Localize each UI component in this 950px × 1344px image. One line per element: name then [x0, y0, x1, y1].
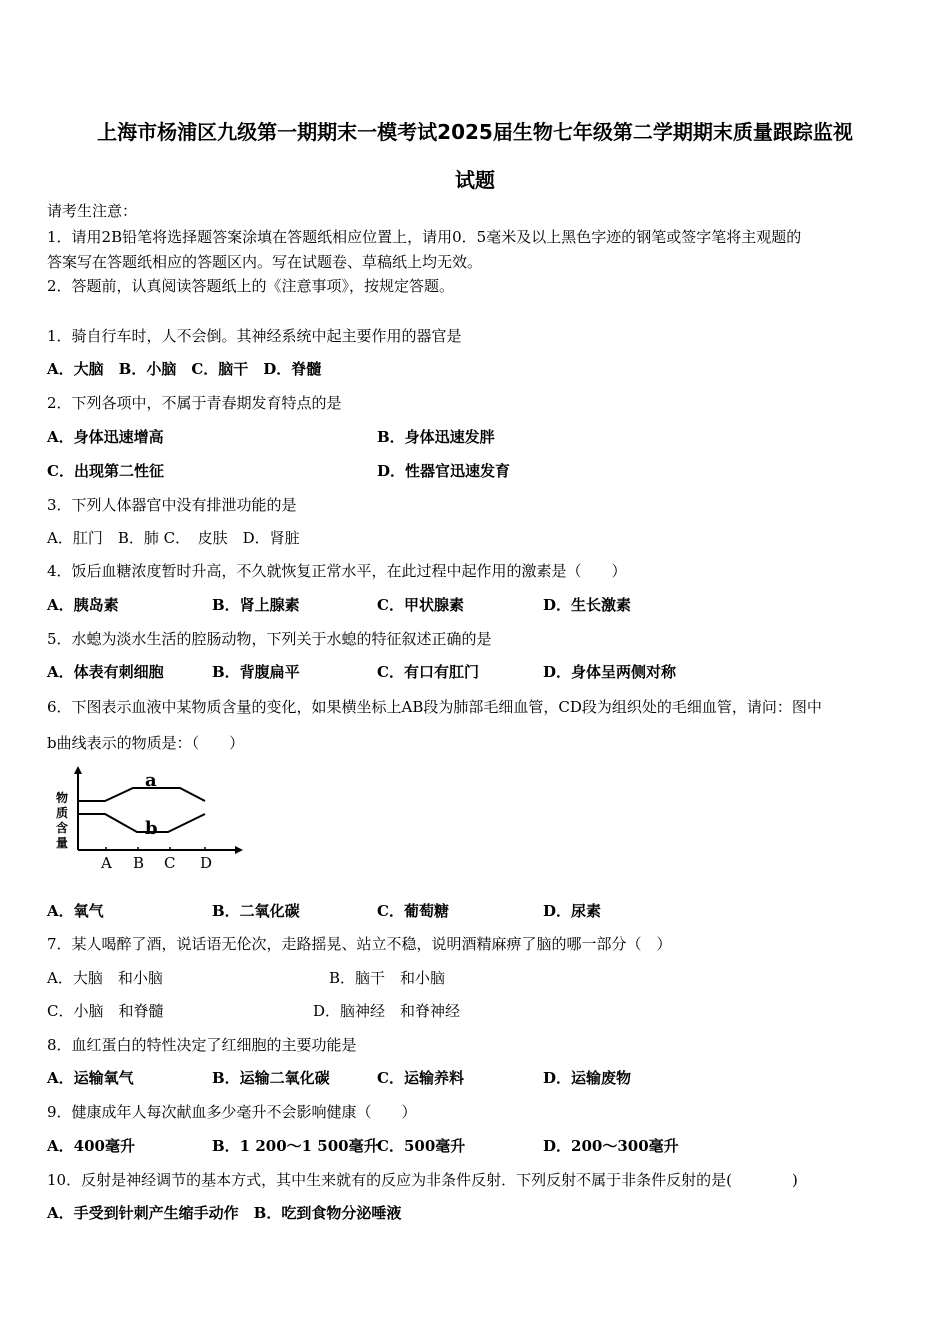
- y-axis-arrow: [74, 766, 82, 774]
- curve-a: [78, 788, 205, 801]
- q8-option-c: C．运输养料: [377, 1069, 464, 1087]
- q6-option-a: A．氧气: [47, 902, 104, 920]
- q8-option-d: D．运输废物: [543, 1069, 632, 1087]
- q9-option-b: B．1 200～1 500毫升: [212, 1137, 379, 1155]
- q6-stem-2: b曲线表示的物质是：（ ）: [47, 734, 245, 752]
- q2-option-b: B．身体迅速发胖: [377, 428, 495, 446]
- q7-option-d: D．脑神经 和脊神经: [313, 1002, 461, 1020]
- q4-option-d: D．生长激素: [543, 596, 632, 614]
- q5-option-d: D．身体呈两侧对称: [543, 663, 677, 681]
- y-label-char-2: 质: [56, 806, 69, 820]
- q6-option-c: C．葡萄糖: [377, 902, 449, 920]
- q4-stem: 4．饭后血糖浓度暂时升高，不久就恢复正常水平，在此过程中起作用的激素是（ ）: [47, 562, 627, 580]
- x-axis-arrow: [235, 846, 243, 854]
- q2-option-c: C．出现第二性征: [47, 462, 164, 480]
- x-label-a: A: [101, 854, 112, 872]
- notice-item-2: 2．答题前，认真阅读答题纸上的《注意事项》，按规定答题。: [47, 277, 455, 295]
- q5-stem: 5．水螅为淡水生活的腔肠动物，下列关于水螅的特征叙述正确的是: [47, 630, 492, 648]
- q4-option-c: C．甲状腺素: [377, 596, 464, 614]
- q9-option-a: A．400毫升: [47, 1137, 135, 1155]
- q3-stem: 3．下列人体器官中没有排泄功能的是: [47, 496, 297, 514]
- x-label-d: D: [200, 854, 213, 872]
- q8-stem: 8．血红蛋白的特性决定了红细胞的主要功能是: [47, 1036, 357, 1054]
- q9-option-d: D．200～300毫升: [543, 1137, 679, 1155]
- q2-option-d: D．性器官迅速发育: [377, 462, 511, 480]
- q1-stem: 1．骑自行车时，人不会倒。其神经系统中起主要作用的器官是: [47, 327, 462, 345]
- q1-options: A．大脑 B．小脑 C．脑干 D．脊髓: [47, 360, 322, 378]
- q8-option-b: B．运输二氧化碳: [212, 1069, 330, 1087]
- q4-option-b: B．肾上腺素: [212, 596, 300, 614]
- notice-heading: 请考生注意：: [47, 202, 138, 220]
- q9-option-c: C．500毫升: [377, 1137, 466, 1155]
- curve-a-label: a: [145, 770, 157, 791]
- q9-stem: 9．健康成年人每次献血多少毫升不会影响健康（ ）: [47, 1103, 417, 1121]
- q2-stem: 2．下列各项中，不属于青春期发育特点的是: [47, 394, 342, 412]
- q6-option-d: D．尿素: [543, 902, 602, 920]
- q2-option-a: A．身体迅速增高: [47, 428, 164, 446]
- page-title-line1: 上海市杨浦区九级第一期期末一模考试2025届生物七年级第二学期期末质量跟踪监视: [97, 120, 853, 144]
- page-title-line2: 试题: [455, 168, 495, 192]
- curve-b: [78, 814, 205, 832]
- q10-stem: 10．反射是神经调节的基本方式，其中生来就有的反应为非条件反射．下列反射不属于非条件反射的是( ): [47, 1171, 798, 1189]
- y-label-char-1: 物: [56, 791, 69, 805]
- q7-option-b: B．脑干 和小脑: [329, 969, 446, 987]
- q10-options: A．手受到针刺产生缩手动作 B．吃到食物分泌唾液: [47, 1204, 402, 1222]
- notice-item-1b: 答案写在答题纸相应的答题区内。写在试题卷、草稿纸上均无效。: [47, 253, 483, 271]
- x-label-b: B: [133, 854, 145, 872]
- q5-option-a: A．体表有刺细胞: [47, 663, 164, 681]
- q6-stem-1: 6．下图表示血液中某物质含量的变化，如果横坐标上AB段为肺部毛细血管，CD段为组织处的毛细血管，请问：图中: [47, 698, 822, 716]
- q8-option-a: A．运输氧气: [47, 1069, 134, 1087]
- q4-option-a: A．胰岛素: [47, 596, 119, 614]
- y-label-char-4: 量: [56, 836, 69, 850]
- q7-stem: 7．某人喝醉了酒，说话语无伦次，走路摇晃、站立不稳，说明酒精麻痹了脑的哪一部分（ ）: [47, 935, 672, 953]
- q3-options: A．肛门 B．肺 C． 皮肤 D．肾脏: [47, 529, 300, 547]
- q6-figure: [45, 764, 250, 882]
- q7-option-c: C．小脑 和脊髓: [47, 1002, 164, 1020]
- q6-option-b: B．二氧化碳: [212, 902, 300, 920]
- q5-option-b: B．背腹扁平: [212, 663, 300, 681]
- q7-option-a: A．大脑 和小脑: [47, 969, 163, 987]
- q5-option-c: C．有口有肛门: [377, 663, 479, 681]
- y-label-char-3: 含: [56, 821, 69, 835]
- x-label-c: C: [164, 854, 176, 872]
- curve-b-label: b: [145, 818, 158, 839]
- notice-item-1a: 1．请用2B铅笔将选择题答案涂填在答题纸相应位置上，请用0．5毫米及以上黑色字迹的钢笔或签字笔将主观题的: [47, 228, 802, 246]
